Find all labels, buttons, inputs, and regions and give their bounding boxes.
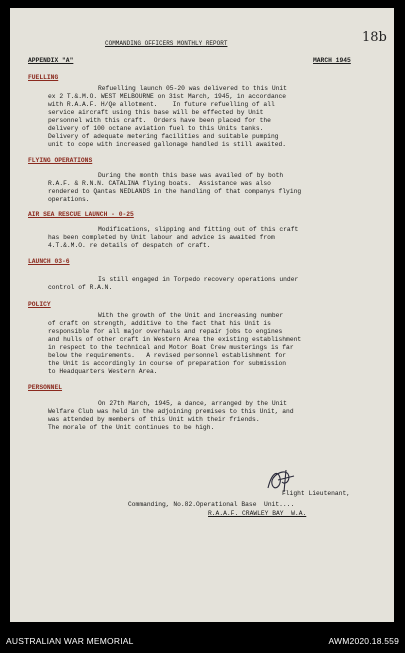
text-line: responsible for all major overhauls and repair jobs to engines bbox=[48, 328, 283, 335]
text-line: delivery of 100 octane aviation fuel to this Units tanks. bbox=[48, 125, 264, 132]
archive-footer bbox=[0, 624, 405, 653]
page-number: 18b bbox=[362, 30, 387, 45]
report-month: MARCH 1945 bbox=[313, 57, 351, 64]
text-line: ex 2 T.&.M.O. WEST MELBOURNE on 31st March, 1945, in accordance bbox=[48, 93, 287, 100]
text-line: R.A.F. & R.N.N. CATALINA flying boats. Assistance was also bbox=[48, 180, 271, 187]
text-line: to Headquarters Western Area. bbox=[48, 368, 158, 375]
text-line: control of R.A.N. bbox=[48, 284, 113, 291]
text-line: was attended by members of this Unit with their friends. bbox=[48, 416, 260, 423]
report-title: COMMANDING OFFICERS MONTHLY REPORT bbox=[105, 40, 228, 47]
text-line: During the month this base was availed of by both bbox=[98, 172, 284, 179]
text-line: The morale of the Unit continues to be high. bbox=[48, 424, 215, 431]
section-heading-launch: LAUNCH 03-6 bbox=[28, 258, 70, 265]
text-line: Refuelling launch 05-20 was delivered to this Unit bbox=[98, 85, 287, 92]
signature-location: R.A.A.F. CRAWLEY BAY W.A. bbox=[208, 510, 307, 517]
text-line: and hulls of other craft in Western Area the existing establishment bbox=[48, 336, 302, 343]
text-line: unit to cope with increased gallonage handled is still awaited. bbox=[48, 141, 287, 148]
section-heading-air-sea-rescue: AIR SEA RESCUE LAUNCH - 0-25 bbox=[28, 211, 134, 218]
footer-accession-number: AWM2020.18.559 bbox=[328, 636, 399, 646]
text-line: Modifications, slipping and fitting out of this craft bbox=[98, 226, 299, 233]
text-line: 4.T.&.M.O. re details of despatch of craft. bbox=[48, 242, 211, 249]
text-line: rendered to Qantas NEDLANDS in the handling of that companys flying bbox=[48, 188, 302, 195]
signature-rank: Flight Lieutenant, bbox=[282, 490, 351, 497]
text-line: On 27th March, 1945, a dance, arranged by the Unit bbox=[98, 400, 287, 407]
text-line: the Unit is accordingly in course of preparation for submission bbox=[48, 360, 287, 367]
text-line: below the requirements. A revised personnel establishment for bbox=[48, 352, 287, 359]
signature-unit: Commanding, No.82.Operational Base Unit.... bbox=[128, 501, 295, 508]
section-heading-fuelling: FUELLING bbox=[28, 74, 59, 81]
text-line: Welfare Club was held in the adjoining premises to this Unit, and bbox=[48, 408, 294, 415]
text-line: personnel with this craft. Orders have been placed for the bbox=[48, 117, 271, 124]
text-line: operations. bbox=[48, 196, 90, 203]
text-line: in respect to the technical and Motor Boat Crew musterings is far bbox=[48, 344, 294, 351]
section-heading-policy: POLICY bbox=[28, 301, 51, 308]
text-line: service aircraft using this base will be effected by Unit bbox=[48, 109, 264, 116]
document-page bbox=[10, 8, 394, 622]
text-line: has been completed by Unit labour and advice is awaited from bbox=[48, 234, 275, 241]
section-heading-flying-operations: FLYING OPERATIONS bbox=[28, 157, 93, 164]
appendix-label: APPENDIX "A" bbox=[28, 57, 74, 64]
text-line: With the growth of the Unit and increasing number bbox=[98, 312, 284, 319]
text-line: with R.A.A.F. H/Qe allotment. In future refuelling of all bbox=[48, 101, 275, 108]
text-line: Is still engaged in Torpedo recovery operations under bbox=[98, 276, 299, 283]
text-line: of craft on strength, additive to the fact that his Unit is bbox=[48, 320, 271, 327]
footer-institution: AUSTRALIAN WAR MEMORIAL bbox=[6, 636, 134, 646]
text-line: Delivery of adequate metering facilities and suitable pumping bbox=[48, 133, 279, 140]
section-heading-personnel: PERSONNEL bbox=[28, 384, 63, 391]
